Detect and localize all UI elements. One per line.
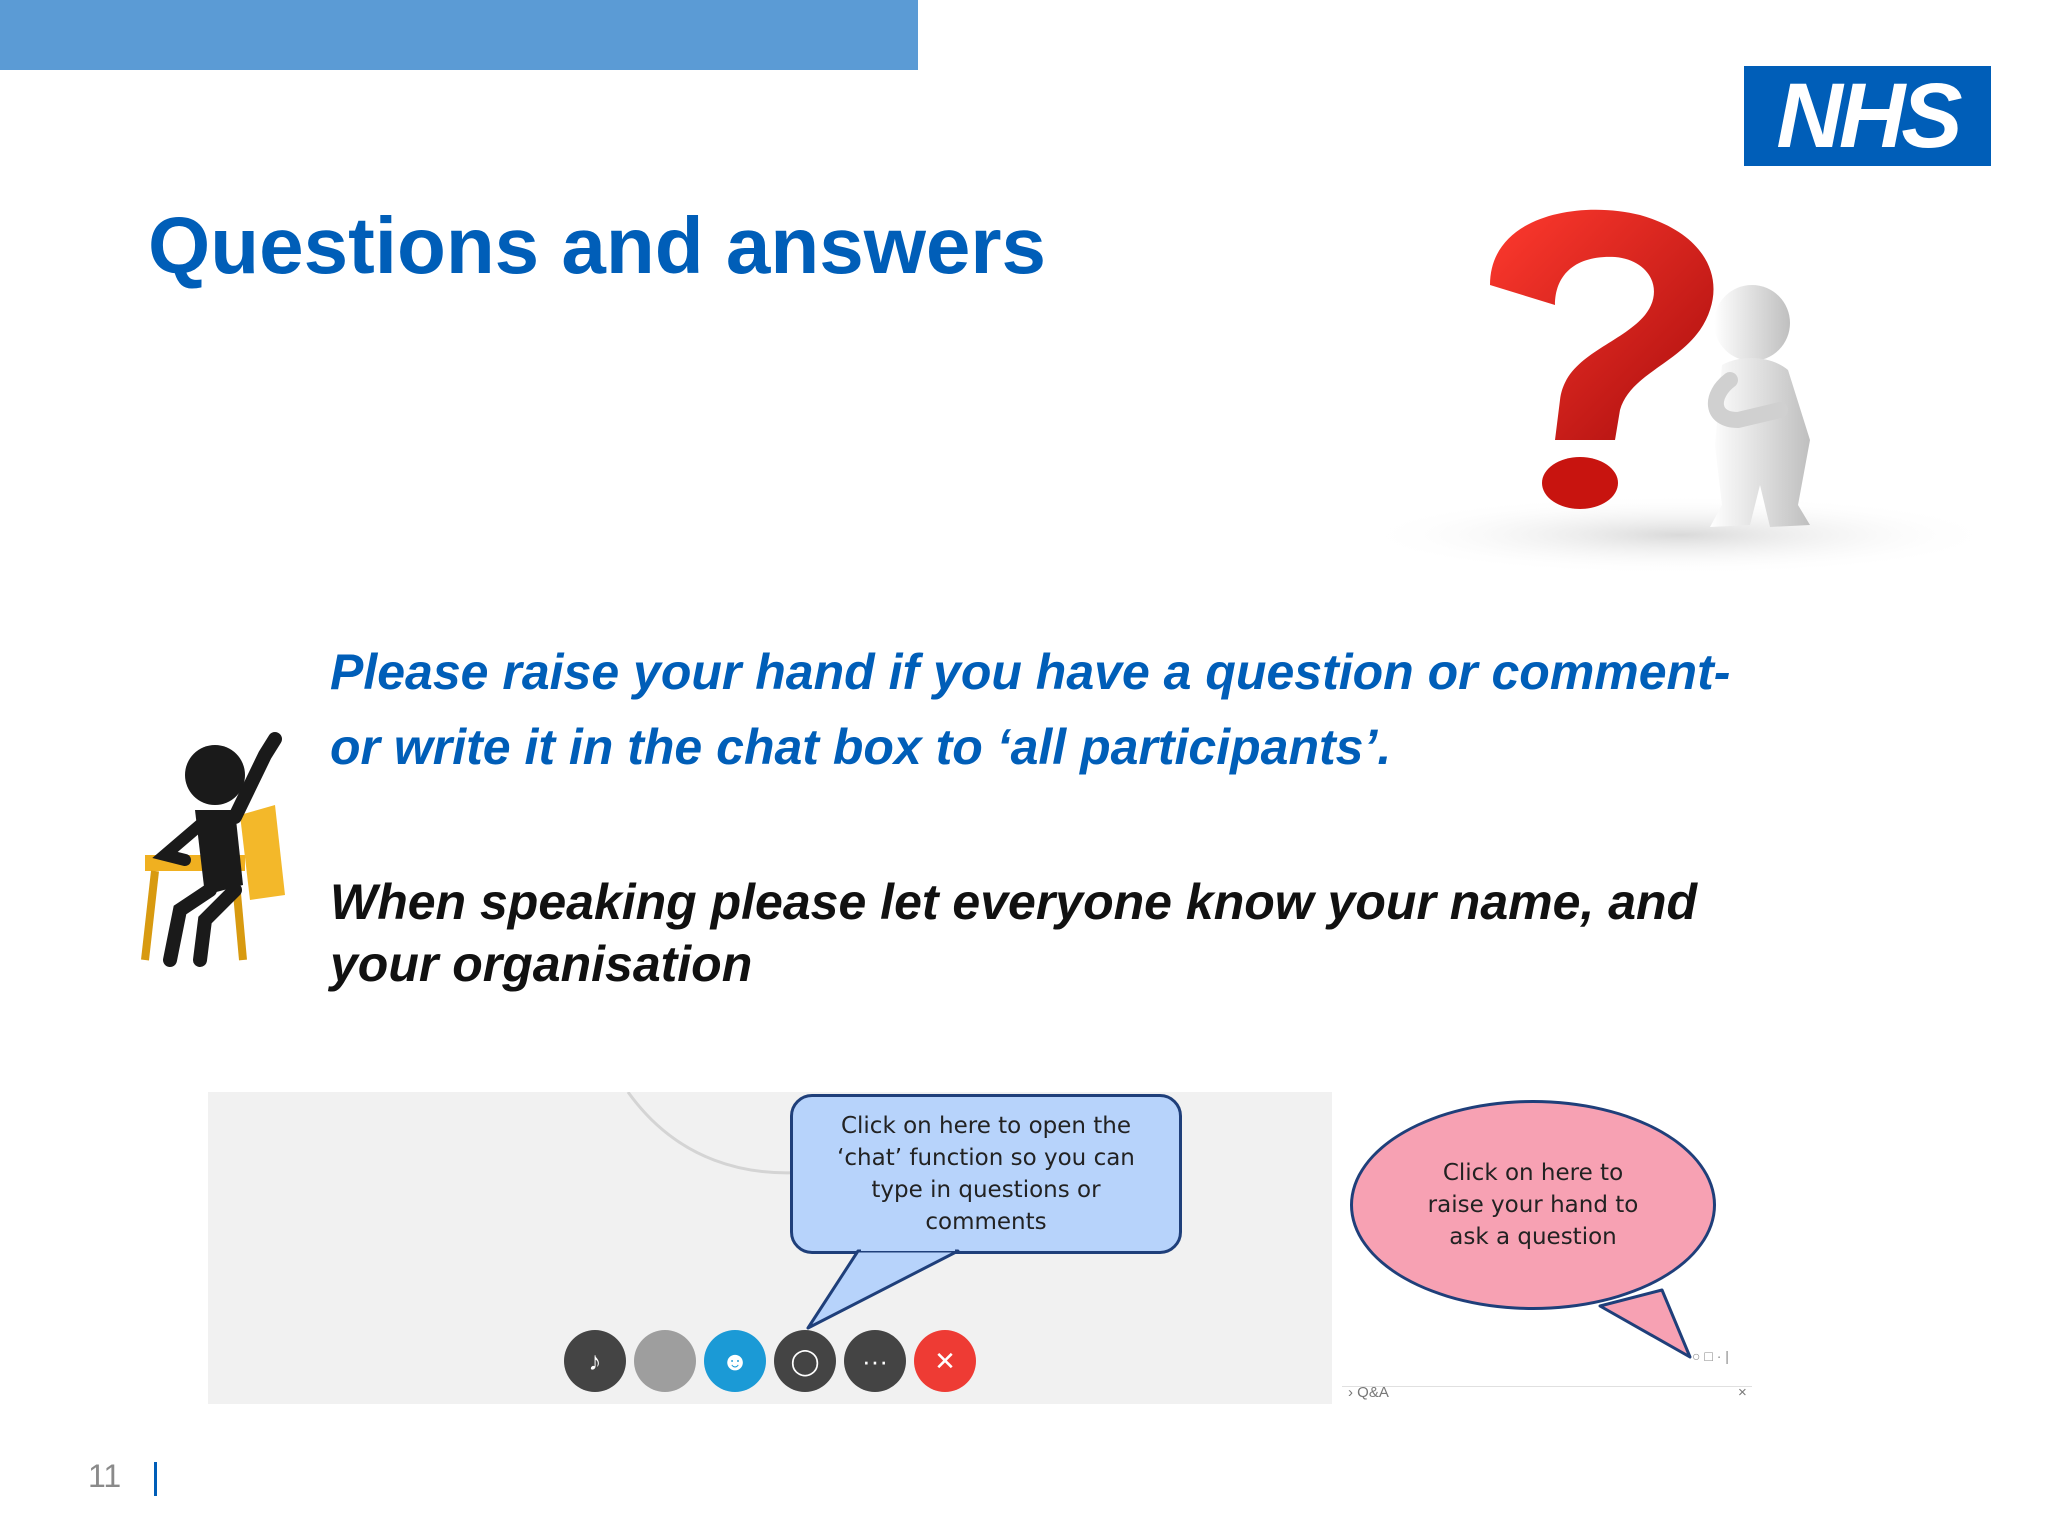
- nhs-logo: [1744, 66, 1991, 166]
- slide-number-divider: [154, 1462, 157, 1496]
- speak-line-1: When speaking please let everyone know your name, and: [330, 874, 1698, 930]
- raise-hand-line-1: Please raise your hand if you have a question or comment-: [330, 644, 1731, 700]
- header-title: 7 Day Hospitals – Questions and answers: [43, 83, 827, 126]
- question-mark-figure-icon: [1350, 205, 2000, 575]
- chat-callout-text: Click on here to open the ‘chat’ function so you can type in questions or comments: [837, 1113, 1135, 1235]
- mute-button[interactable]: [564, 1330, 626, 1392]
- participants-button[interactable]: [704, 1330, 766, 1392]
- end-call-button[interactable]: [914, 1330, 976, 1392]
- end-call-icon: ✕: [934, 1345, 956, 1376]
- speak-line-2: your organisation: [330, 936, 753, 992]
- video-button[interactable]: [634, 1330, 696, 1392]
- header-bar: [0, 0, 918, 126]
- chat-button[interactable]: [774, 1330, 836, 1392]
- raise-hand-callout-text: Click on here to raise your hand to ask a question: [1427, 1160, 1639, 1250]
- chat-callout: [790, 1094, 1182, 1254]
- more-options-button[interactable]: [844, 1330, 906, 1392]
- page-title: Questions and answers: [148, 201, 1047, 290]
- slide-number: 11: [88, 1458, 122, 1494]
- mute-icon: ♪: [588, 1345, 602, 1376]
- nhs-logo-text: NHS: [1776, 64, 1959, 167]
- raised-hand-figure-icon: [125, 725, 305, 975]
- chevron-right-icon: ›: [1348, 1384, 1353, 1401]
- chat-icon: ◯: [790, 1345, 820, 1376]
- panel-divider: [1342, 1386, 1752, 1387]
- raise-hand-callout: [1350, 1100, 1716, 1310]
- close-icon[interactable]: ×: [1738, 1384, 1747, 1401]
- qa-panel-label[interactable]: › Q&A: [1348, 1384, 1389, 1401]
- more-icon: ···: [862, 1345, 888, 1376]
- raise-hand-line-2: or write it in the chat box to ‘all participants’.: [330, 719, 1392, 775]
- participants-icon: ☻: [721, 1345, 749, 1376]
- raise-hand-small-icon[interactable]: ○ □ · |: [1692, 1348, 1729, 1364]
